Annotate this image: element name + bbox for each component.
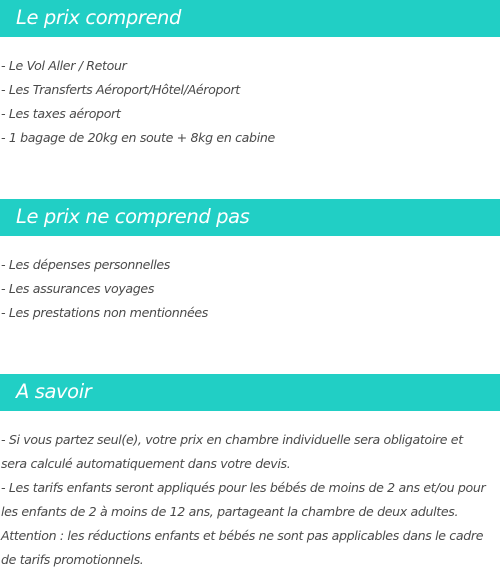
list-item: - Les prestations non mentionnées [1, 305, 208, 320]
list-item: - Le Vol Aller / Retour [1, 58, 127, 73]
excluded-list [1, 253, 208, 325]
info-line: Attention : les réductions enfants et bébés ne sont pas applicables dans le cadre [1, 528, 484, 543]
section-title-prix-ne-comprend-pas: Le prix ne comprend pas [16, 205, 250, 228]
list-item: - 1 bagage de 20kg en soute + 8kg en cabine [1, 130, 275, 145]
included-list [1, 54, 275, 150]
info-paragraph [1, 428, 500, 572]
section-title-prix-comprend: Le prix comprend [16, 6, 181, 29]
info-line: - Les tarifs enfants seront appliqués pour les bébés de moins de 2 ans et/ou pour [1, 480, 486, 495]
section-header-prix-comprend [0, 0, 500, 37]
section-header-prix-ne-comprend-pas [0, 199, 500, 236]
section-header-a-savoir [0, 374, 500, 411]
list-item: - Les assurances voyages [1, 281, 155, 296]
info-line: sera calculé automatiquement dans votre devis. [1, 456, 291, 471]
list-item: - Les Transferts Aéroport/Hôtel/Aéroport [1, 82, 240, 97]
list-item: - Les dépenses personnelles [1, 257, 170, 272]
info-line: - Si vous partez seul(e), votre prix en chambre individuelle sera obligatoire et [1, 432, 463, 447]
info-line: de tarifs promotionnels. [1, 552, 144, 567]
info-line: les enfants de 2 à moins de 12 ans, partageant la chambre de deux adultes. [1, 504, 459, 519]
list-item: - Les taxes aéroport [1, 106, 121, 121]
section-title-a-savoir: A savoir [16, 380, 92, 403]
